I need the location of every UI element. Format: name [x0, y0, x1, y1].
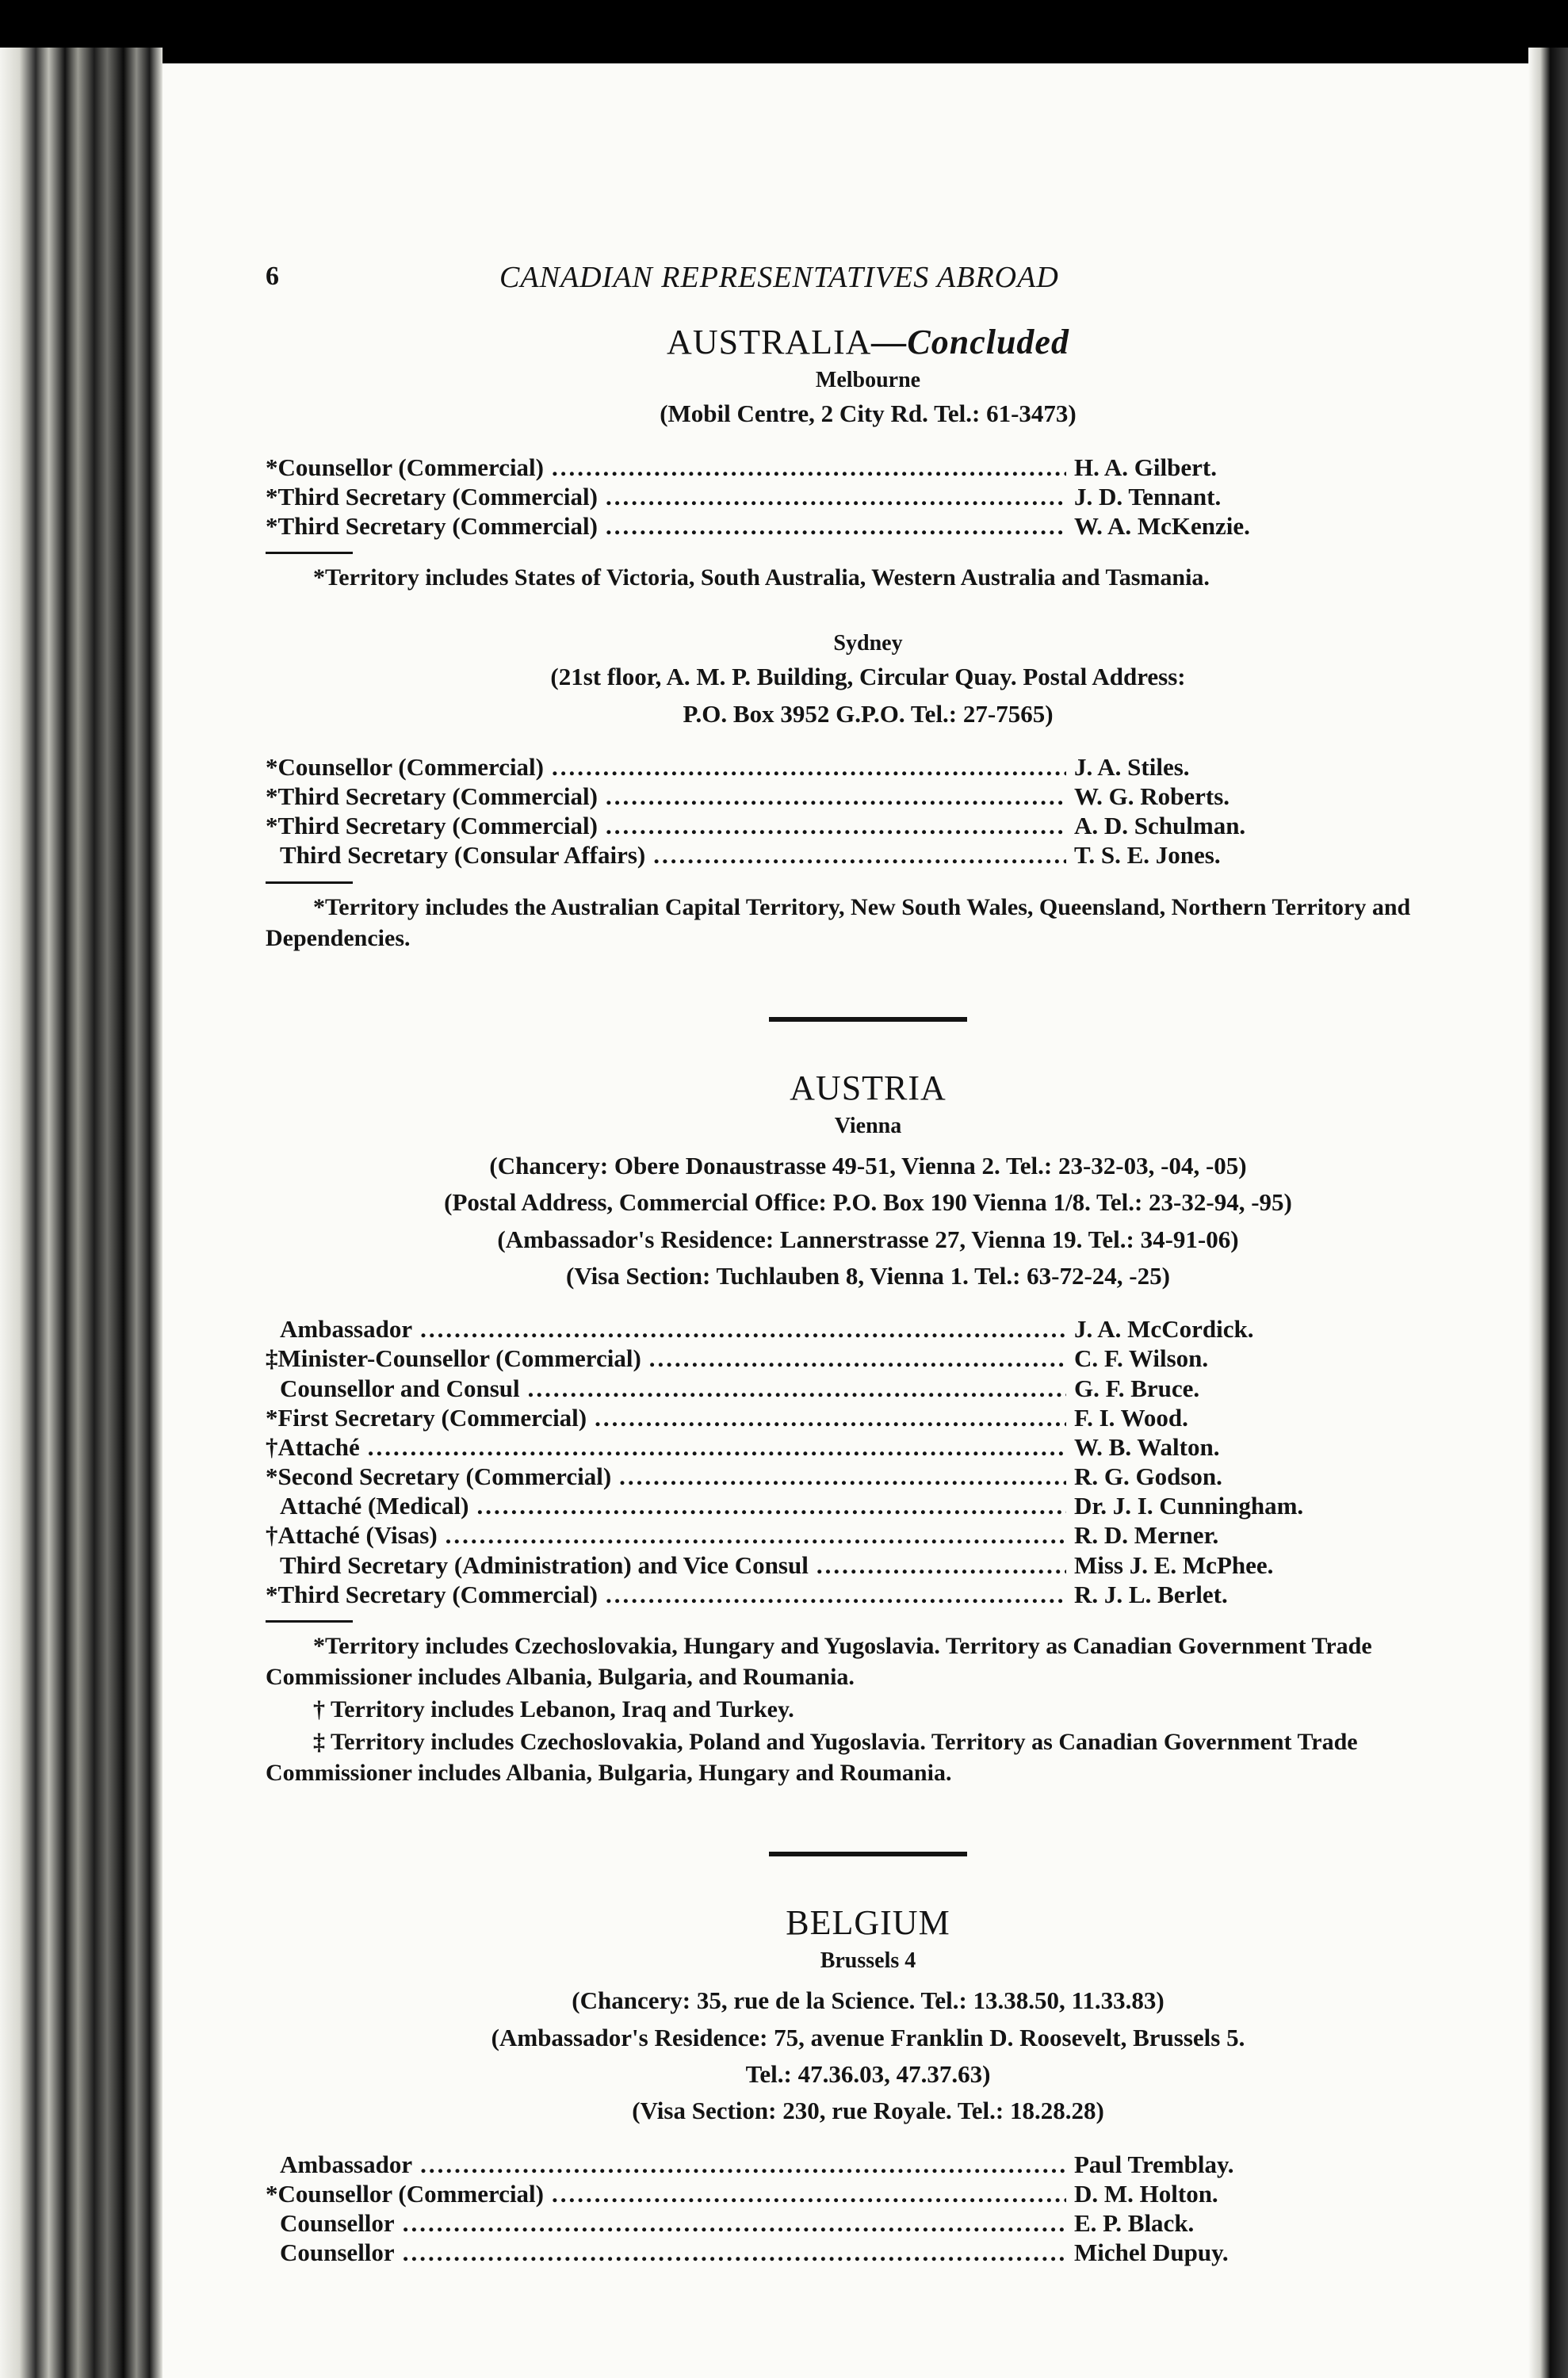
address-melbourne: (Mobil Centre, 2 City Rd. Tel.: 61-3473)	[660, 400, 1077, 428]
page-content	[266, 254, 1470, 2267]
staff-role: *Counsellor (Commercial)	[266, 453, 544, 481]
section-separator	[769, 1852, 967, 1856]
staff-entry	[266, 511, 1470, 541]
staff-entry	[266, 482, 1470, 511]
staff-name: H. A. Gilbert.	[1074, 453, 1217, 481]
country-heading-austria: AUSTRIA	[790, 1068, 947, 1107]
leader-dots	[653, 840, 1066, 870]
address-line: (Postal Address, Commercial Office: P.O. Box 190 Vienna 1/8. Tel.: 23-32-94, -95)	[444, 1188, 1292, 1217]
leader-dots	[528, 1374, 1066, 1403]
staff-role: *First Secretary (Commercial)	[266, 1403, 587, 1432]
staff-name: T. S. E. Jones.	[1074, 841, 1221, 870]
leader-dots	[606, 1580, 1066, 1609]
staff-entry	[266, 1520, 1470, 1550]
staff-role: Counsellor	[280, 2209, 395, 2237]
footnote-rule	[266, 881, 353, 884]
leader-dots	[446, 1520, 1066, 1550]
address-line: Tel.: 47.36.03, 47.37.63)	[745, 2060, 991, 2089]
staff-entry	[266, 2150, 1470, 2179]
staff-name: Paul Tremblay.	[1074, 2150, 1234, 2178]
staff-role: †Attaché	[266, 1432, 360, 1461]
staff-entry	[266, 1550, 1470, 1580]
city-heading-sydney: Sydney	[833, 631, 903, 656]
footnote-rule	[266, 552, 353, 554]
address-line: (Ambassador's Residence: Lannerstrasse 27, Vienna 19. Tel.: 34-91-06)	[497, 1225, 1239, 1253]
staff-list-vienna	[266, 1314, 1470, 1609]
footnote-vienna-asterisk: *Territory includes Czechoslovakia, Hungary and Yugoslavia. Territory as Canadian Government Trade Commissioner includes Albania, Bulgaria, and Roumania.	[266, 1633, 1372, 1691]
staff-entry	[266, 782, 1470, 811]
leader-dots	[368, 1432, 1066, 1462]
leader-dots	[552, 453, 1066, 482]
staff-name: G. F. Bruce.	[1074, 1374, 1200, 1402]
city-heading-brussels: Brussels 4	[820, 1948, 916, 1974]
leader-dots	[606, 511, 1066, 541]
address-line: (Chancery: 35, rue de la Science. Tel.: 13.38.50, 11.33.83)	[572, 1986, 1165, 2015]
staff-entry	[266, 1432, 1470, 1462]
staff-entry	[266, 752, 1470, 782]
staff-name: Dr. J. I. Cunningham.	[1074, 1492, 1304, 1520]
footnote-vienna-double-dagger: ‡ Territory includes Czechoslovakia, Poland and Yugoslavia. Territory as Canadian Government Trade Commissioner includes Albania, Bulgaria, Hungary and Roumania.	[266, 1729, 1358, 1787]
leader-dots	[606, 782, 1066, 811]
leader-dots	[552, 2179, 1066, 2208]
leader-dots	[606, 482, 1066, 511]
leader-dots	[595, 1403, 1066, 1432]
staff-name: R. G. Godson.	[1074, 1462, 1222, 1491]
staff-name: D. M. Holton.	[1074, 2179, 1218, 2208]
staff-role: *Counsellor (Commercial)	[266, 752, 544, 781]
staff-entry	[266, 2208, 1470, 2238]
address-line: (Chancery: Obere Donaustrasse 49-51, Vienna 2. Tel.: 23-32-03, -04, -05)	[489, 1151, 1247, 1179]
staff-role: ‡Minister-Counsellor (Commercial)	[266, 1344, 641, 1373]
staff-role: *Third Secretary (Commercial)	[266, 812, 598, 840]
staff-name: A. D. Schulman.	[1074, 812, 1246, 840]
staff-entry	[266, 1403, 1470, 1432]
staff-entry	[266, 1491, 1470, 1520]
address-line: (Ambassador's Residence: 75, avenue Franklin D. Roosevelt, Brussels 5.	[491, 2023, 1245, 2051]
address-block-brussels	[266, 1985, 1470, 2127]
page-number: 6	[266, 262, 279, 291]
staff-name: W. G. Roberts.	[1074, 782, 1230, 811]
leader-dots	[420, 1314, 1066, 1344]
leader-dots	[476, 1491, 1066, 1520]
leader-dots	[420, 2150, 1066, 2179]
staff-role: Third Secretary (Consular Affairs)	[280, 841, 646, 870]
staff-role: Counsellor	[280, 2238, 395, 2267]
staff-name: W. A. McKenzie.	[1074, 512, 1250, 541]
footnote-sydney: *Territory includes the Australian Capital Territory, New South Wales, Queensland, Northern Territory and Dependencies.	[266, 893, 1411, 951]
staff-entry	[266, 2179, 1470, 2208]
staff-role: Attaché (Medical)	[280, 1492, 469, 1520]
staff-entry	[266, 1374, 1470, 1403]
staff-role: Counsellor and Consul	[280, 1374, 520, 1402]
staff-name: J. D. Tennant.	[1074, 482, 1222, 510]
leader-dots	[619, 1462, 1066, 1491]
running-title: CANADIAN REPRESENTATIVES ABROAD	[499, 261, 1059, 294]
staff-entry	[266, 1462, 1470, 1491]
footnote-vienna-dagger: † Territory includes Lebanon, Iraq and Turkey.	[313, 1696, 794, 1723]
staff-list-brussels	[266, 2150, 1470, 2268]
staff-name: J. A. McCordick.	[1074, 1315, 1254, 1344]
staff-name: E. P. Black.	[1074, 2209, 1195, 2237]
address-block-vienna	[266, 1150, 1470, 1292]
country-heading-belgium: BELGIUM	[786, 1903, 950, 1943]
leader-dots	[552, 752, 1066, 782]
footnote-melbourne: *Territory includes States of Victoria, South Australia, Western Australia and Tasmania.	[313, 564, 1210, 591]
country-heading-australia	[266, 323, 1470, 361]
staff-list-melbourne	[266, 453, 1470, 541]
address-line: (Visa Section: 230, rue Royale. Tel.: 18.28.28)	[632, 2097, 1104, 2125]
staff-entry	[266, 1580, 1470, 1609]
staff-list-sydney	[266, 752, 1470, 870]
staff-role: *Third Secretary (Commercial)	[266, 782, 598, 811]
staff-name: W. B. Walton.	[1074, 1432, 1220, 1461]
city-heading-vienna: Vienna	[834, 1113, 902, 1138]
staff-name: R. J. L. Berlet.	[1074, 1580, 1228, 1608]
address-sydney-line-1: (21st floor, A. M. P. Building, Circular Quay. Postal Address:	[550, 663, 1186, 691]
staff-role: *Third Secretary (Commercial)	[266, 482, 598, 510]
leader-dots	[606, 811, 1066, 840]
staff-name: F. I. Wood.	[1074, 1403, 1188, 1432]
staff-entry	[266, 2238, 1470, 2267]
staff-entry	[266, 840, 1470, 870]
staff-name: Michel Dupuy.	[1074, 2238, 1229, 2267]
staff-name: C. F. Wilson.	[1074, 1344, 1209, 1373]
address-sydney-line-2: P.O. Box 3952 G.P.O. Tel.: 27-7565)	[683, 699, 1054, 728]
staff-role: Ambassador	[280, 1315, 413, 1344]
staff-role: *Third Secretary (Commercial)	[266, 512, 598, 541]
leader-dots	[817, 1550, 1066, 1580]
staff-entry	[266, 1314, 1470, 1344]
section-separator	[769, 1017, 967, 1022]
staff-role: †Attaché (Visas)	[266, 1521, 438, 1550]
staff-name: Miss J. E. McPhee.	[1074, 1550, 1274, 1579]
staff-role: Third Secretary (Administration) and Vice Consul	[280, 1550, 809, 1579]
staff-entry	[266, 1344, 1470, 1373]
staff-role: Ambassador	[280, 2150, 413, 2178]
address-line: (Visa Section: Tuchlauben 8, Vienna 1. Tel.: 63-72-24, -25)	[566, 1261, 1170, 1290]
book-spine-shadow	[0, 48, 163, 2378]
country-suffix: —Concluded	[871, 323, 1069, 361]
leader-dots	[403, 2238, 1066, 2267]
leader-dots	[403, 2208, 1066, 2238]
staff-role: *Counsellor (Commercial)	[266, 2179, 544, 2208]
city-heading-melbourne: Melbourne	[815, 368, 921, 393]
country-name: AUSTRALIA	[667, 323, 872, 361]
staff-entry	[266, 453, 1470, 482]
staff-name: J. A. Stiles.	[1074, 752, 1190, 781]
leader-dots	[649, 1344, 1066, 1373]
footnote-rule	[266, 1620, 353, 1623]
page-right-edge	[1528, 48, 1568, 2378]
staff-role: *Second Secretary (Commercial)	[266, 1462, 612, 1491]
running-head	[266, 254, 1470, 301]
staff-name: R. D. Merner.	[1074, 1521, 1219, 1550]
staff-role: *Third Secretary (Commercial)	[266, 1580, 598, 1608]
staff-entry	[266, 811, 1470, 840]
